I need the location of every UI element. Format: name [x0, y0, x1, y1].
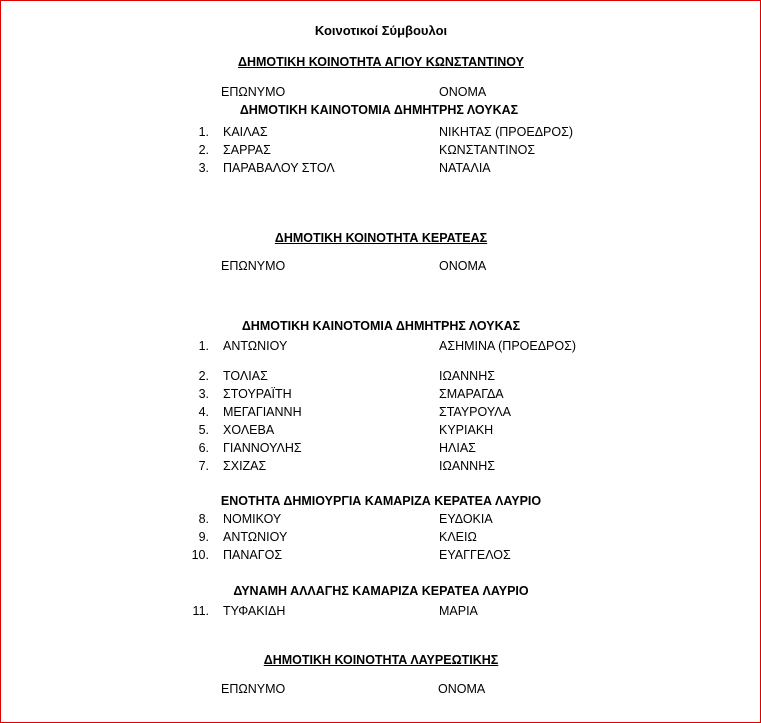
member-surname: ΓΙΑΝΝΟΥΛΗΣ [223, 441, 302, 455]
name-header: ΟΝΟΜΑ [438, 682, 486, 696]
member-name: ΚΛΕΙΩ [439, 530, 477, 544]
member-number: 4. [198, 405, 209, 419]
party-heading: ΔΥΝΑΜΗ ΑΛΛΑΓΗΣ ΚΑΜΑΡΙΖΑ ΚΕΡΑΤΕΑ ΛΑΥΡΙΟ [233, 584, 529, 598]
member-name: ΣΤΑΥΡΟΥΛΑ [439, 405, 511, 419]
party-heading: ΔΗΜΟΤΙΚΗ ΚΑΙΝΟΤΟΜΙΑ ΔΗΜΗΤΡΗΣ ΛΟΥΚΑΣ [239, 103, 519, 117]
member-name: ΚΥΡΙΑΚΗ [439, 423, 494, 437]
member-number: 2. [198, 143, 209, 157]
member-name: ΝΑΤΑΛΙΑ [439, 161, 491, 175]
section-heading-agios-konstantinos: ΔΗΜΟΤΙΚΗ ΚΟΙΝΟΤΗΤΑ ΑΓΙΟΥ ΚΩΝΣΤΑΝΤΙΝΟΥ [238, 55, 524, 69]
member-number: 11. [192, 604, 209, 618]
member-number: 10. [191, 548, 209, 562]
member-number: 9. [198, 530, 209, 544]
member-number: 5. [198, 423, 209, 437]
member-surname: ΧΟΛΕΒΑ [223, 423, 275, 437]
page-title: Κοινοτικοί Σύμβουλοι [314, 23, 448, 38]
member-number: 8. [198, 512, 209, 526]
party-heading: ΔΗΜΟΤΙΚΗ ΚΑΙΝΟΤΟΜΙΑ ΔΗΜΗΤΡΗΣ ΛΟΥΚΑΣ [241, 319, 521, 333]
name-header: ΟΝΟΜΑ [439, 259, 487, 273]
member-surname: ΤΥΦΑΚΙΔΗ [223, 604, 286, 618]
member-surname: ΑΝΤΩΝΙΟΥ [223, 530, 288, 544]
surname-header: ΕΠΩΝΥΜΟ [221, 259, 286, 273]
surname-header: ΕΠΩΝΥΜΟ [221, 682, 286, 696]
member-name: ΝΙΚΗΤΑΣ (ΠΡΟΕΔΡΟΣ) [439, 125, 573, 139]
member-surname: ΠΑΡΑΒΑΛΟΥ ΣΤΟΛ [223, 161, 335, 175]
member-name: ΙΩΑΝΝΗΣ [439, 459, 495, 473]
member-surname: ΑΝΤΩΝΙΟΥ [223, 339, 288, 353]
name-header: ΟΝΟΜΑ [439, 85, 487, 99]
member-number: 1. [198, 339, 209, 353]
member-number: 2. [198, 369, 209, 383]
member-name: ΑΣΗΜΙΝΑ (ΠΡΟΕΔΡΟΣ) [439, 339, 577, 353]
member-surname: ΣΤΟΥΡΑΪΤΗ [223, 387, 292, 401]
member-surname: ΣΑΡΡΑΣ [223, 143, 271, 157]
member-number: 3. [198, 161, 209, 175]
member-surname: ΤΟΛΙΑΣ [223, 369, 268, 383]
member-number: 3. [198, 387, 209, 401]
section-heading-lavreotikis: ΔΗΜΟΤΙΚΗ ΚΟΙΝΟΤΗΤΑ ΛΑΥΡΕΩΤΙΚΗΣ [263, 653, 499, 667]
member-name: ΚΩΝΣΤΑΝΤΙΝΟΣ [439, 143, 536, 157]
member-surname: ΜΕΓΑΓΙΑΝΝΗ [223, 405, 302, 419]
member-surname: ΚΑΙΛΑΣ [223, 125, 268, 139]
member-number: 1. [198, 125, 209, 139]
party-heading: ΕΝΟΤΗΤΑ ΔΗΜΙΟΥΡΓΙΑ ΚΑΜΑΡΙΖΑ ΚΕΡΑΤΕΑ ΛΑΥΡΙΟ [220, 494, 542, 508]
member-name: ΗΛΙΑΣ [439, 441, 476, 455]
member-surname: ΣΧΙΖΑΣ [223, 459, 267, 473]
member-name: ΣΜΑΡΑΓΔΑ [439, 387, 504, 401]
member-number: 7. [198, 459, 209, 473]
member-surname: ΝΟΜΙΚΟΥ [223, 512, 282, 526]
member-number: 6. [198, 441, 209, 455]
member-name: ΕΥΑΓΓΕΛΟΣ [439, 548, 511, 562]
member-surname: ΠΑΝΑΓΟΣ [223, 548, 283, 562]
member-name: ΙΩΑΝΝΗΣ [439, 369, 495, 383]
member-name: ΜΑΡΙΑ [439, 604, 478, 618]
surname-header: ΕΠΩΝΥΜΟ [221, 85, 286, 99]
member-name: ΕΥΔΟΚΙΑ [439, 512, 493, 526]
section-heading-kerateas: ΔΗΜΟΤΙΚΗ ΚΟΙΝΟΤΗΤΑ ΚΕΡΑΤΕΑΣ [274, 231, 488, 245]
